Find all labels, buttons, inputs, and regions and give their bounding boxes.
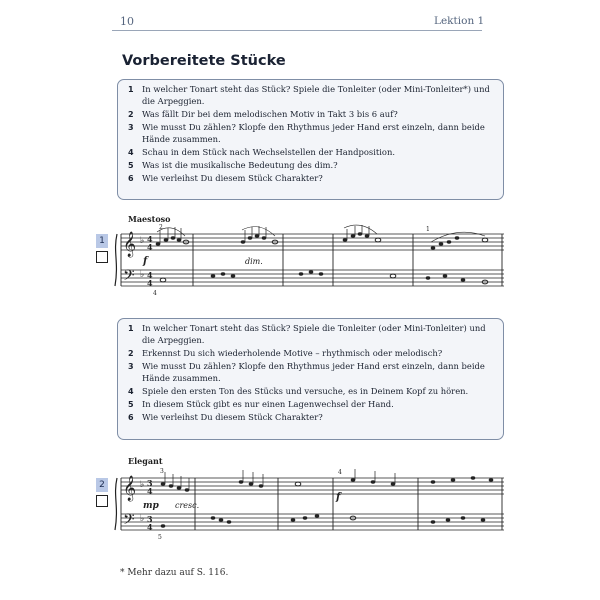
question-text: Wie verleihst Du diesem Stück Charakter? (142, 412, 323, 423)
question-item (128, 122, 495, 145)
bass-clef-icon: 𝄢 (123, 267, 135, 288)
question-number: 1 (128, 85, 134, 94)
question-item (128, 84, 495, 107)
question-number: 4 (128, 147, 134, 157)
piece-number-1: 1 (96, 234, 108, 248)
practice-checkbox-2[interactable] (96, 495, 108, 507)
dynamic-marking: dim. (245, 257, 263, 266)
time-signature: 4 (147, 270, 153, 280)
fingering: 1 (426, 226, 430, 233)
time-signature: 4 (147, 486, 153, 496)
question-text: Schau in dem Stück nach Wechselstellen der Handposition. (142, 146, 396, 157)
fingering: 3 (160, 468, 164, 475)
question-item (128, 361, 495, 384)
flat-sign-icon: ♭ (140, 236, 145, 246)
question-item (128, 147, 495, 159)
question-number: 2 (128, 348, 134, 358)
fingering: 4 (338, 469, 342, 476)
treble-staff (121, 478, 504, 494)
brace (115, 478, 117, 530)
practice-checkbox-1[interactable] (96, 251, 108, 263)
question-item (128, 160, 495, 172)
section-title: Vorbereitete Stücke (122, 53, 286, 69)
bass-staff (121, 514, 504, 530)
page-number: 10 (120, 15, 134, 28)
question-item (128, 109, 495, 121)
fingering: 5 (158, 534, 162, 541)
question-text: Wie musst Du zählen? Klopfe den Rhythmus jeder Hand erst einzeln, dann beide Hände zusammen. (142, 122, 485, 144)
note-stems (160, 225, 369, 244)
dynamic-marking: cresc. (175, 501, 200, 510)
question-text: Spiele den ersten Ton des Stücks und versuche, es in Deinem Kopf zu hören. (142, 385, 469, 396)
time-signature: 4 (147, 278, 153, 288)
header-rule (112, 30, 482, 31)
music-score-1 (113, 222, 506, 298)
note-stems (165, 469, 395, 490)
question-number: 2 (128, 109, 134, 119)
question-text: In diesem Stück gibt es nur einen Lagenwechsel der Hand. (142, 399, 394, 410)
question-item (128, 399, 495, 411)
dynamic-marking: mp (143, 501, 159, 511)
time-signature: 3 (147, 514, 153, 524)
question-number: 4 (128, 386, 134, 396)
question-item (128, 412, 495, 424)
question-text: Erkennst Du sich wiederholende Motive – rhythmisch oder melodisch? (142, 347, 443, 358)
flat-sign-icon: ♭ (140, 270, 145, 280)
fingering: 2 (159, 224, 163, 231)
notes-treble (156, 232, 488, 249)
lesson-label: Lektion 1 (434, 15, 485, 27)
time-signature: 4 (147, 522, 153, 532)
flat-sign-icon: ♭ (140, 514, 145, 524)
bass-clef-icon: 𝄢 (123, 511, 135, 532)
question-item (128, 173, 495, 185)
question-item (128, 386, 495, 398)
tempo-marking-2: Elegant (128, 456, 163, 466)
question-text: In welcher Tonart steht das Stück? Spiele die Tonleiter (oder Mini-Tonleiter*) und die Arpeggien. (142, 84, 490, 106)
question-number: 3 (128, 123, 134, 133)
question-text: Was ist die musikalische Bedeutung des dim.? (142, 160, 338, 171)
fingering: 4 (153, 290, 157, 297)
question-number: 1 (128, 324, 134, 333)
questions-box-1 (117, 79, 504, 200)
footnote: * Mehr dazu auf S. 116. (120, 568, 229, 578)
question-text: Wie musst Du zählen? Klopfe den Rhythmus jeder Hand erst einzeln, dann beide Hände zusammen. (142, 361, 485, 383)
time-signature: 4 (147, 234, 153, 244)
notes-treble (161, 476, 494, 491)
question-number: 6 (128, 413, 134, 423)
questions-box-2 (117, 318, 504, 440)
brace (115, 234, 117, 286)
question-text: Wie verleihst Du diesem Stück Charakter? (142, 173, 323, 184)
dynamic-marking: f (143, 256, 148, 267)
time-signature: 3 (147, 478, 153, 488)
question-item (128, 323, 495, 346)
question-number: 3 (128, 362, 134, 372)
piece-number-2: 2 (96, 478, 108, 492)
tempo-marking-1: Maestoso (128, 214, 171, 224)
dynamic-marking: f (336, 492, 341, 503)
question-number: 6 (128, 174, 134, 184)
treble-staff (121, 234, 504, 250)
question-number: 5 (128, 161, 134, 171)
treble-clef-icon: 𝄞 (123, 476, 137, 501)
question-item (128, 348, 495, 360)
treble-clef-icon: 𝄞 (123, 232, 137, 257)
question-number: 5 (128, 400, 134, 410)
flat-sign-icon: ♭ (140, 480, 145, 490)
time-signature: 4 (147, 242, 153, 252)
question-text: In welcher Tonart steht das Stück? Spiele die Tonleiter (oder Mini-Tonleiter) und die Arpeggien. (142, 323, 486, 345)
music-score-2 (113, 466, 506, 542)
question-text: Was fällt Dir bei dem melodischen Motiv in Takt 3 bis 6 auf? (142, 108, 398, 119)
